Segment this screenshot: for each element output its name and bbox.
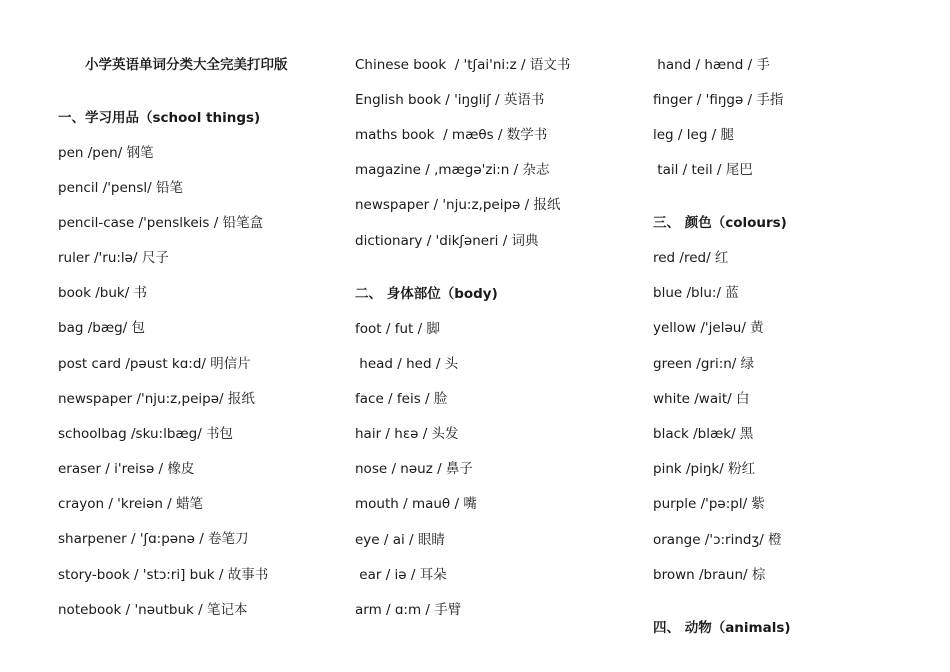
section-heading-colours: 三、 颜色（colours) [653, 215, 787, 231]
word-item: black /blæk/ 黑 [653, 426, 754, 442]
word-item: newspaper /'nju:z,peipə/ 报纸 [58, 391, 255, 407]
word-item: pencil-case /'penslkeis / 铅笔盒 [58, 215, 264, 231]
word-item: pink /piŋk/ 粉红 [653, 461, 756, 477]
word-item: eraser / i'reisə / 橡皮 [58, 461, 195, 477]
section-heading-body: 二、 身体部位（body) [355, 286, 498, 302]
word-item: crayon / 'kreiən / 蜡笔 [58, 496, 204, 512]
word-item: orange /'ɔ:rindʒ/ 橙 [653, 532, 782, 548]
document-title: 小学英语单词分类大全完美打印版 [85, 57, 288, 73]
word-item: story-book / 'stɔ:ri] buk / 故事书 [58, 567, 269, 583]
word-item: schoolbag /sku:lbæg/ 书包 [58, 426, 234, 442]
word-item: head / hed / 头 [355, 356, 459, 372]
word-item: face / feis / 脸 [355, 391, 448, 407]
word-item: English book / 'iŋgliʃ / 英语书 [355, 92, 545, 108]
word-item: post card /pəust kɑ:d/ 明信片 [58, 356, 251, 372]
word-item: blue /blu:/ 蓝 [653, 285, 739, 301]
word-item: magazine / ,mægə'zi:n / 杂志 [355, 162, 550, 178]
word-item: leg / leg / 腿 [653, 127, 735, 143]
word-item: eye / ai / 眼睛 [355, 532, 445, 548]
word-item: hair / hɛə / 头发 [355, 426, 459, 442]
word-item: Chinese book / 'tʃai'ni:z / 语文书 [355, 57, 571, 73]
word-item: nose / nəuz / 鼻子 [355, 461, 473, 477]
section-heading-school-things: 一、学习用品（school things) [58, 110, 261, 126]
word-item: pencil /'pensl/ 铅笔 [58, 180, 183, 196]
word-item: purple /'pə:pl/ 紫 [653, 496, 765, 512]
word-item: ruler /'ru:lə/ 尺子 [58, 250, 169, 266]
word-item: red /red/ 红 [653, 250, 729, 266]
word-item: brown /braun/ 棕 [653, 567, 766, 583]
word-item: mouth / mauθ / 嘴 [355, 496, 477, 512]
section-heading-animals: 四、 动物（animals) [653, 620, 791, 636]
word-item: white /wait/ 白 [653, 391, 750, 407]
word-item: ear / iə / 耳朵 [355, 567, 447, 583]
word-item: newspaper / 'nju:z,peipə / 报纸 [355, 197, 561, 213]
word-item: bag /bæg/ 包 [58, 320, 145, 336]
word-item: foot / fut / 脚 [355, 321, 440, 337]
word-item: yellow /'jeləu/ 黄 [653, 320, 764, 336]
word-item: maths book / mæθs / 数学书 [355, 127, 548, 143]
word-item: book /buk/ 书 [58, 285, 148, 301]
word-item: arm / ɑ:m / 手臂 [355, 602, 462, 618]
word-item: sharpener / 'ʃɑ:pənə / 卷笔刀 [58, 531, 249, 547]
word-item: dictionary / 'dikʃəneri / 词典 [355, 233, 539, 249]
word-item: tail / teil / 尾巴 [653, 162, 753, 178]
word-item: pen /pen/ 钢笔 [58, 145, 154, 161]
word-item: finger / 'fiŋgə / 手指 [653, 92, 784, 108]
word-item: notebook / 'nəutbuk / 笔记本 [58, 602, 248, 618]
word-item: hand / hænd / 手 [653, 57, 770, 73]
word-item: green /gri:n/ 绿 [653, 356, 755, 372]
